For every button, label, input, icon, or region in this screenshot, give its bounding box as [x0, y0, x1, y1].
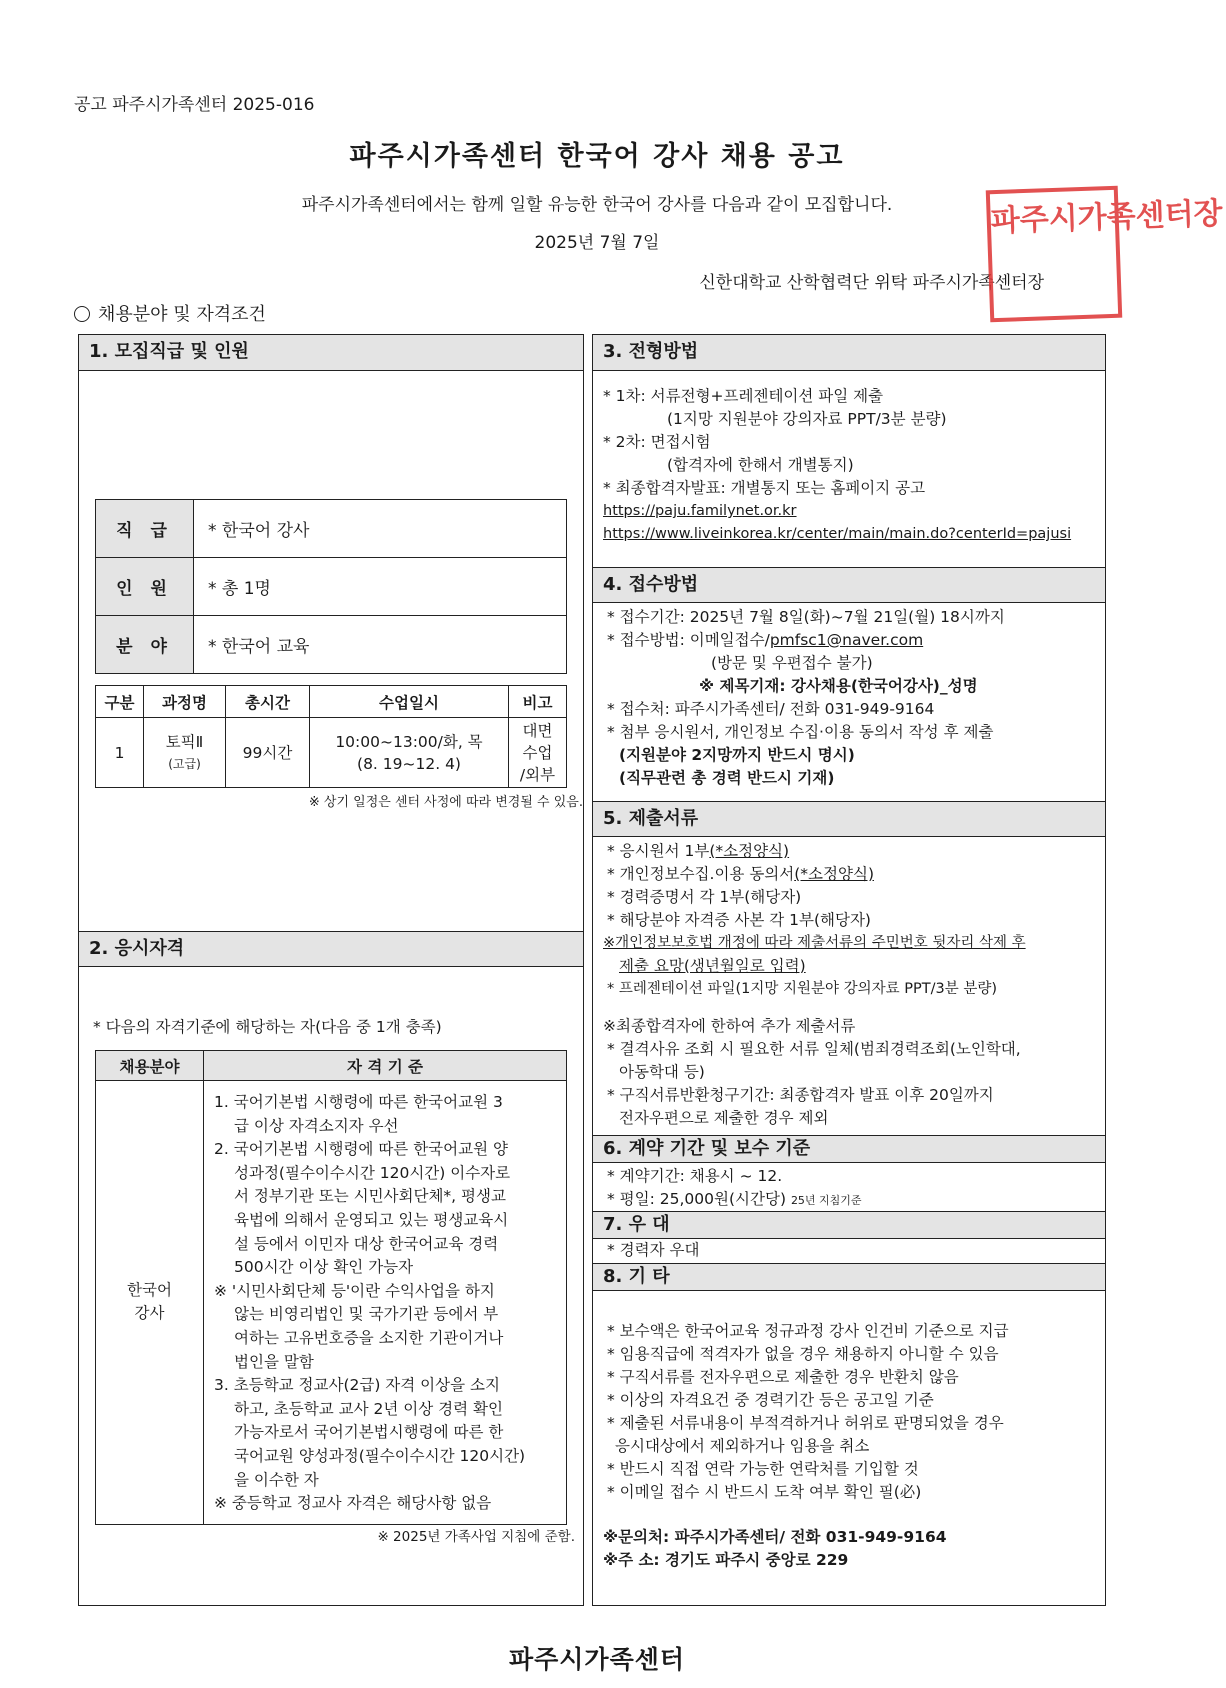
email-link[interactable]: pmfsc1@naver.com [769, 631, 924, 649]
col-header: 비고 [509, 686, 567, 718]
s6-line [607, 1188, 862, 1212]
circle-icon [74, 306, 90, 322]
footer-org: 파주시가족센터 [508, 1645, 686, 1674]
criteria-line: ※ 중등학교 정교사 자격은 해당사항 없음 [214, 1494, 492, 1513]
s2-header: 2. 응시자격 [79, 931, 583, 967]
qualification-note: ※ 2025년 가족사업 지침에 준함. [377, 1529, 575, 1545]
doc-item: * 프레젠테이션 파일(1지망 지원분야 강의자료 PPT/3분 분량) [607, 981, 998, 997]
s3-line: (합격자에 한해서 개별통지) [667, 456, 854, 474]
extra-item: 아동학대 등) [619, 1063, 705, 1081]
row-label: 분 야 [96, 616, 194, 674]
section-heading [74, 300, 266, 326]
s8-body [603, 1320, 1009, 1572]
qual-criteria [204, 1081, 567, 1525]
qual-intro: * 다음의 자격기준에 해당하는 자(다음 중 1개 충족) [93, 1018, 442, 1036]
course-no: 1 [96, 718, 144, 788]
s1-header: 1. 모집직급 및 인원 [79, 335, 583, 371]
schedule-line: (8. 19~12. 4) [357, 754, 461, 773]
s3-header: 3. 전형방법 [593, 335, 1105, 371]
criteria-line: 1. 국어기본법 시행령에 따른 한국어교원 3 [214, 1093, 503, 1111]
s8-line: * 구직서류를 전자우편으로 제출한 경우 반환치 않음 [607, 1368, 959, 1386]
s8-line: * 제출된 서류내용이 부적격하거나 허위로 판명되었을 경우 [607, 1414, 1004, 1432]
left-panel [78, 334, 584, 1606]
course-table [95, 685, 567, 788]
doc-item: * 해당분야 자격증 사본 각 1부(해당자) [607, 911, 871, 929]
table-row [96, 1081, 567, 1525]
s3-line: * 2차: 면접시험 [603, 433, 711, 451]
s7-header: 7. 우 대 [593, 1211, 1105, 1239]
criteria-line: ※ '시민사회단체 등'이란 수익사업을 하지 [214, 1281, 495, 1300]
issuer: 신한대학교 산학협력단 위탁 파주시가족센터장 [699, 273, 1044, 293]
criteria-line: 법인을 말함 [234, 1352, 314, 1371]
s4-attach-bold: (지원분야 2지망까지 반드시 명시) [619, 746, 855, 764]
s6-line: * 계약기간: 채용시 ~ 12. [607, 1167, 783, 1185]
official-seal: 파주시가족센터장 [986, 186, 1123, 323]
course-schedule [310, 718, 509, 788]
s8-line: * 이상의 자격요건 중 경력기간 등은 공고일 기준 [607, 1391, 934, 1409]
table-row [96, 500, 567, 558]
course-remark [509, 718, 567, 788]
doc-item: 제출 요망(생년월일로 입력) [619, 957, 806, 975]
s4-body [607, 606, 1005, 790]
job-table [95, 499, 567, 674]
s6-header: 6. 계약 기간 및 보수 기준 [593, 1135, 1105, 1163]
s8-line: * 임용직급에 적격자가 없을 경우 채용하지 아니할 수 있음 [607, 1345, 999, 1363]
extra-item: * 구직서류반환청구기간: 최종합격자 발표 이후 20일까지 [607, 1086, 994, 1104]
qualification-table [95, 1050, 567, 1525]
page-title: 파주시가족센터 한국어 강사 채용 공고 [349, 141, 845, 172]
col-header: 수업일시 [310, 686, 509, 718]
criteria-line: 않는 비영리법인 및 국가기관 등에서 부 [234, 1305, 499, 1324]
s4-attach: * 첨부 응시원서, 개인정보 수집·이용 동의서 작성 후 제출 [607, 723, 994, 741]
row-label: 인 원 [96, 558, 194, 616]
s8-line: * 보수액은 한국어교육 정규과정 강사 인건비 기준으로 지급 [607, 1322, 1009, 1340]
doc-item [607, 840, 1026, 863]
doc-form-note: (*소정양식) [794, 865, 874, 883]
course-title: 토픽Ⅱ [165, 732, 204, 751]
criteria-line: 2. 국어기본법 시행령에 따른 한국어교원 양 [214, 1140, 508, 1159]
right-panel [592, 334, 1106, 1606]
field-line: 한국어 [127, 1281, 172, 1300]
s5-body [603, 840, 1026, 1130]
remark-line: /외부 [519, 765, 556, 784]
doc-item: * 경력증명서 각 1부(해당자) [607, 888, 802, 906]
doc-text: * 응시원서 1부 [607, 842, 710, 860]
s6-pay-note: 25년 지침기준 [790, 1194, 862, 1207]
s4-period: * 접수기간: 2025년 7월 8일(화)~7월 21일(월) 18시까지 [607, 608, 1005, 626]
col-header: 채용분야 [96, 1051, 204, 1081]
s8-line: * 이메일 접수 시 반드시 도착 여부 확인 필(必) [607, 1483, 922, 1501]
s6-body [607, 1165, 862, 1212]
s3-line: (1지망 지원분야 강의자료 PPT/3분 분량) [667, 410, 947, 428]
s8-line: 응시대상에서 제외하거나 임용을 취소 [615, 1437, 870, 1455]
criteria-line: 국어교원 양성과정(필수이수시간 120시간) [234, 1446, 526, 1465]
criteria-line: 설 등에서 이민자 대상 한국어교육 경력 [234, 1234, 499, 1253]
schedule-line: 10:00~13:00/화, 목 [335, 732, 483, 751]
s7-line: * 경력자 우대 [607, 1241, 700, 1259]
section-heading-text: 채용분야 및 자격조건 [98, 304, 266, 325]
address: ※주 소: 경기도 파주시 중앙로 229 [603, 1551, 849, 1569]
table-row [96, 558, 567, 616]
criteria-line: 육법에 의해서 운영되고 있는 평생교육시 [234, 1210, 509, 1229]
homepage-link[interactable]: https://paju.familynet.or.kr [603, 503, 797, 519]
s4-attach-bold: (직무관련 총 경력 반드시 기재) [619, 769, 835, 787]
criteria-line: 서 정부기관 또는 시민사회단체*, 평생교 [234, 1187, 506, 1206]
s4-header: 4. 접수방법 [593, 567, 1105, 603]
table-row [96, 616, 567, 674]
s4-contact: * 접수처: 파주시가족센터/ 전화 031-949-9164 [607, 700, 935, 718]
criteria-line: 하고, 초등학교 교사 2년 이상 경력 확인 [234, 1399, 503, 1418]
row-value: * 총 1명 [194, 558, 567, 616]
s8-header: 8. 기 타 [593, 1263, 1105, 1291]
doc-form-note: (*소정양식) [709, 842, 790, 860]
s5-header: 5. 제출서류 [593, 801, 1105, 837]
notice-date: 2025년 7월 7일 [534, 233, 660, 253]
remark-line: 대면 [522, 721, 553, 740]
criteria-line: 여하는 고유번호증을 소지한 기관이거나 [234, 1328, 504, 1347]
doc-text: * 개인정보수집.이용 동의서 [607, 865, 795, 883]
course-level: (고급) [168, 756, 201, 771]
criteria-line: 가능자로서 국어기본법시행령에 따른 한 [234, 1423, 504, 1442]
col-header: 총시간 [226, 686, 310, 718]
inquiry: ※문의처: 파주시가족센터/ 전화 031-949-9164 [603, 1528, 947, 1546]
method-prefix: * 접수방법: 이메일접수/ [607, 631, 770, 649]
col-header: 과정명 [144, 686, 226, 718]
s3-body [603, 385, 1071, 546]
table-header-row [96, 686, 567, 718]
spacer [607, 1504, 1009, 1526]
table-header-row [96, 1051, 567, 1081]
table-row [96, 718, 567, 788]
qual-field [96, 1081, 204, 1525]
col-header: 구분 [96, 686, 144, 718]
s4-subject: ※ 제목기재: 강사채용(한국어강사)_성명 [699, 677, 978, 695]
intro-text: 파주시가족센터에서는 함께 일할 유능한 한국어 강사를 다음과 같이 모집합니다. [301, 195, 893, 215]
criteria-line: 성과정(필수이수시간 120시간) 이수자로 [234, 1163, 511, 1182]
s4-method-note: (방문 및 우편접수 불가) [711, 654, 873, 672]
s4-method [607, 629, 1005, 652]
spacer [607, 1001, 1026, 1015]
doc-item: ※개인정보보호법 개정에 따라 제출서류의 주민번호 뒷자리 삭제 후 [603, 935, 1026, 951]
field-line: 강사 [134, 1304, 165, 1323]
extra-title: ※최종합격자에 한하여 추가 제출서류 [603, 1017, 856, 1035]
criteria-line: 급 이상 자격소지자 우선 [234, 1116, 399, 1135]
criteria-line: 3. 초등학교 정교사(2급) 자격 이상을 소지 [214, 1376, 500, 1395]
s3-line: * 최종합격자발표: 개별통지 또는 홈페이지 공고 [603, 479, 926, 497]
s6-pay: * 평일: 25,000원(시간당) [607, 1190, 786, 1208]
course-hours: 99시간 [226, 718, 310, 788]
course-note: ※ 상기 일정은 센터 사정에 따라 변경될 수 있음. [308, 795, 583, 810]
col-header: 자 격 기 준 [204, 1051, 567, 1081]
s3-line: * 1차: 서류전형+프레젠테이션 파일 제출 [603, 387, 884, 405]
course-name [144, 718, 226, 788]
s7-body [607, 1239, 699, 1262]
remark-line: 수업 [522, 743, 553, 762]
row-label: 직 급 [96, 500, 194, 558]
row-value: * 한국어 강사 [194, 500, 567, 558]
extra-item: * 결격사유 조회 시 필요한 서류 일체(범죄경력조회(노인학대, [607, 1040, 1021, 1058]
criteria-line: 500시간 이상 확인 가능자 [234, 1258, 414, 1277]
liveinkorea-link[interactable]: https://www.liveinkorea.kr/center/main/main.do?centerId=pajusi [603, 526, 1072, 542]
s8-line: * 반드시 직접 연락 가능한 연락처를 기입할 것 [607, 1460, 919, 1478]
row-value: * 한국어 교육 [194, 616, 567, 674]
criteria-line: 을 이수한 자 [234, 1470, 319, 1489]
doc-item [607, 863, 1026, 886]
notice-number: 공고 파주시가족센터 2025-016 [74, 95, 315, 115]
extra-item: 전자우편으로 제출한 경우 제외 [619, 1109, 829, 1127]
